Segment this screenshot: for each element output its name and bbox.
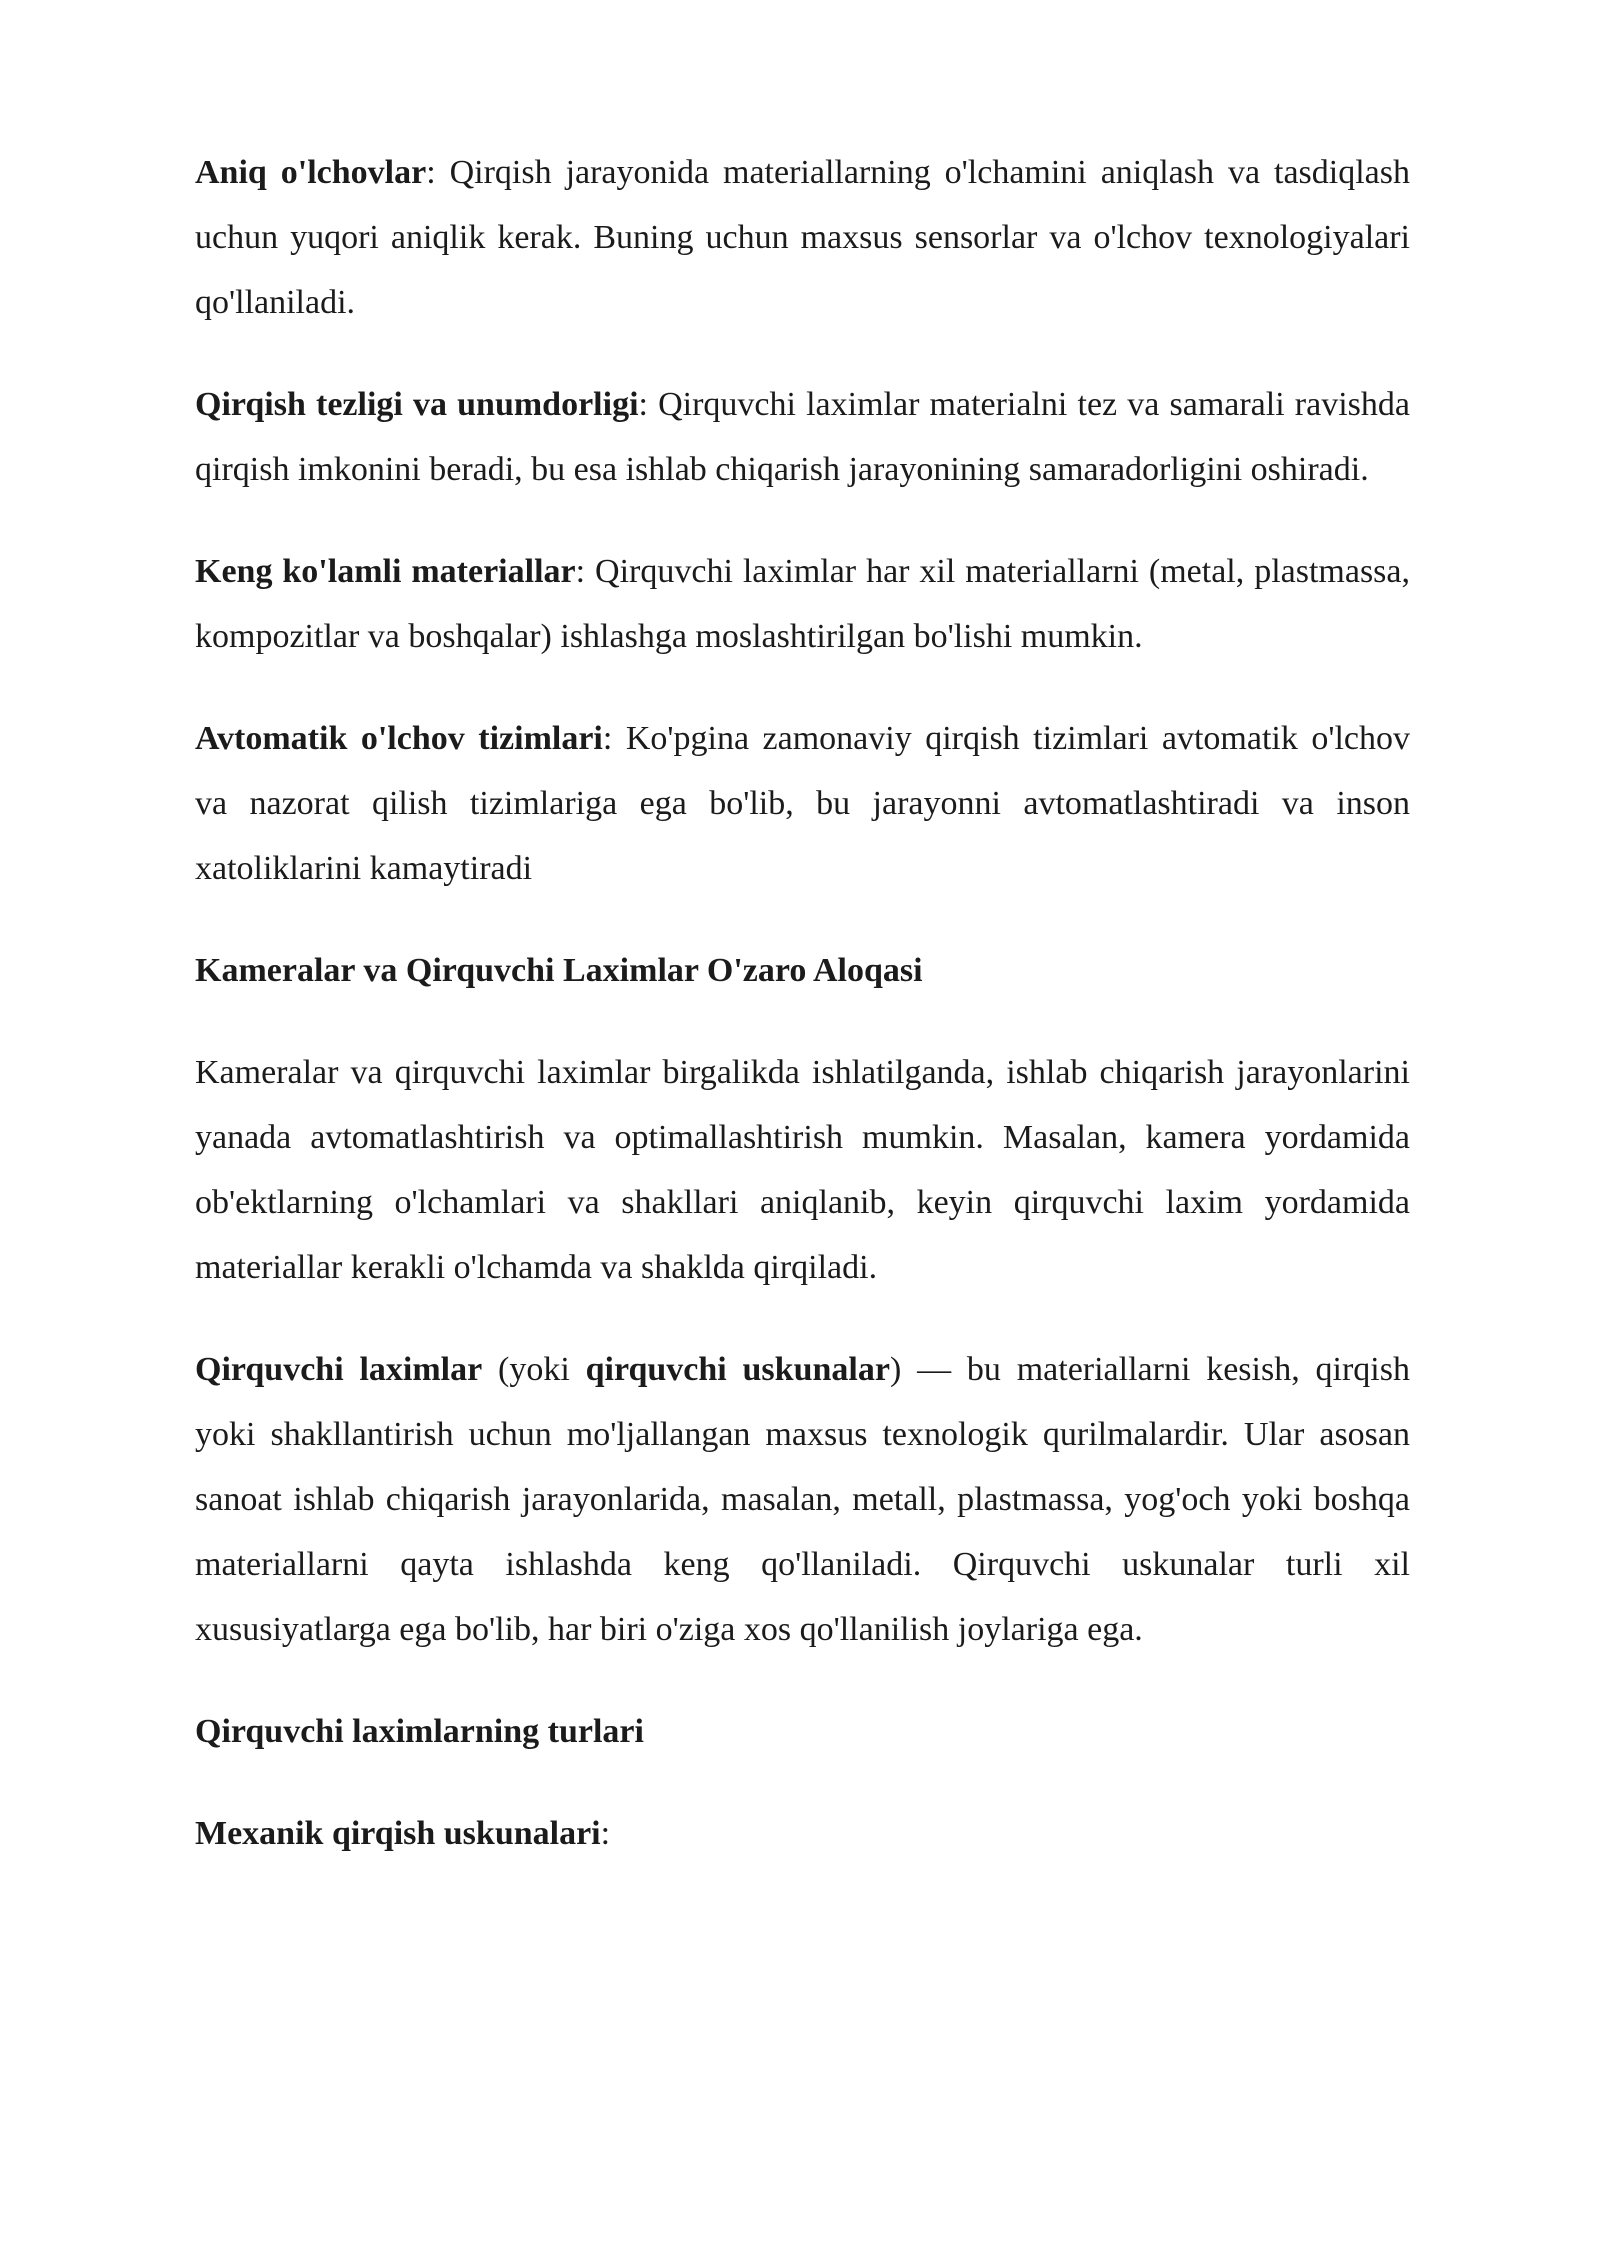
section-heading-types: Qirquvchi laximlarning turlari — [195, 1713, 644, 1750]
paragraph-automatic-measurement — [195, 706, 1410, 901]
paragraph-cutting-definition — [195, 1337, 1410, 1662]
term-separator: : — [426, 154, 436, 191]
definition-connector: (yoki — [482, 1351, 586, 1388]
paragraph-cutting-speed — [195, 372, 1410, 502]
term-mechanical-equipment: Mexanik qirqish uskunalari — [195, 1815, 601, 1852]
term-automatic-measurement: Avtomatik o'lchov tizimlari — [195, 720, 603, 757]
term-separator: : — [638, 386, 648, 423]
paragraph-cameras-interaction: Kameralar va qirquvchi laximlar birgalikda ishlatilganda, ishlab chiqarish jarayonlarini yanada avtomatlashtirish va optimallashtirish mumkin. Masalan, kamera yordamida ob'ektlarning o'lchamlari va shakllari aniqlanib, keyin qirquvchi laxim yordamida materiallar kerakli o'lchamda va shaklda qirqiladi. — [195, 1054, 1410, 1286]
paragraph-wide-materials — [195, 539, 1410, 669]
term-separator: : — [575, 553, 586, 590]
document-page — [195, 140, 1410, 1903]
term-wide-materials: Keng ko'lamli materiallar — [195, 553, 576, 590]
paragraph-text: Qirquvchi laximlar har xil materiallarni (metal, plastmassa, kompozitlar va boshqalar) ishlashga moslashtirilgan bo'lishi mumkin. — [195, 553, 1411, 655]
term-cutting-speed: Qirqish tezligi va unumdorligi — [195, 386, 639, 423]
term-separator: : — [602, 720, 613, 757]
term-precise-measurements: Aniq o'lchovlar — [195, 154, 427, 191]
definition-text: ) — bu materiallarni kesish, qirqish yoki shakllantirish uchun mo'ljallangan maxsus texnologik qurilmalardir. Ular asosan sanoat ishlab chiqarish jarayonlarida, masalan, metall, plastmassa, yog'och yoki boshqa materiallarni qayta ishlashda keng qo'llaniladi. Qirquvchi uskunalar turli xil xususiyatlarga ega bo'lib, har biri o'ziga xos qo'llanilish joylariga ega. — [195, 1351, 1410, 1648]
paragraph-precise-measurements — [195, 140, 1410, 335]
paragraph-text: Ko'pgina zamonaviy qirqish tizimlari avtomatik o'lchov va nazorat qilish tizimlariga ega bo'lib, bu jarayonni avtomatlashtiradi va inson xatoliklarini kamaytiradi — [195, 720, 1411, 887]
term-separator: : — [600, 1815, 611, 1852]
term-cutting-tools: Qirquvchi laximlar — [195, 1351, 483, 1388]
term-cutting-equipment: qirquvchi uskunalar — [585, 1351, 890, 1388]
paragraph-text: Qirqish jarayonida materiallarning o'lchamini aniqlash va tasdiqlash uchun yuqori aniqlik kerak. Buning uchun maxsus sensorlar va o'lchov texnologiyalari qo'llaniladi. — [195, 154, 1410, 321]
section-heading-cameras: Kameralar va Qirquvchi Laximlar O'zaro Aloqasi — [195, 952, 923, 989]
paragraph-mechanical — [195, 1801, 1410, 1866]
paragraph-text: Qirquvchi laximlar materialni tez va samarali ravishda qirqish imkonini beradi, bu esa ishlab chiqarish jarayonining samaradorligini oshiradi. — [195, 386, 1410, 488]
